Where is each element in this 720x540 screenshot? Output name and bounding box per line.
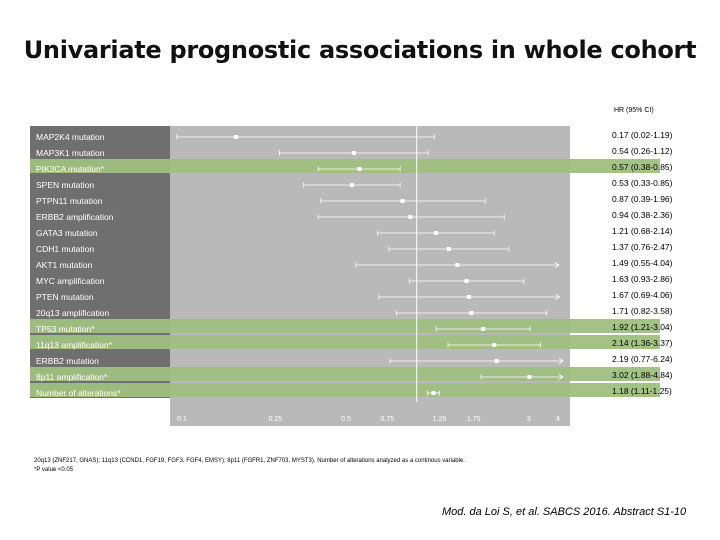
hr-ci-value: 0.53 (0.33-0.85)	[612, 178, 673, 188]
hr-ci-value: 0.17 (0.02-1.19)	[612, 130, 673, 140]
row-label: MYC amplification	[36, 276, 105, 286]
hr-ci-value: 0.87 (0.39-1.96)	[612, 194, 673, 204]
hr-ci-value: 1.49 (0.55-4.04)	[612, 258, 673, 268]
row-label: AKT1 mutation	[36, 260, 93, 270]
hr-point	[432, 391, 436, 395]
hr-ci-value: 1.67 (0.69-4.06)	[612, 290, 673, 300]
hr-point	[455, 263, 459, 267]
significant-row-band	[30, 319, 660, 333]
hr-point	[408, 215, 412, 219]
hr-point	[234, 135, 238, 139]
hr-point	[467, 295, 471, 299]
row-label: ERBB2 amplification	[36, 212, 114, 222]
row-label: PIK3CA mutation*	[36, 164, 105, 174]
hr-point	[527, 375, 531, 379]
row-label: Number of alterations*	[36, 388, 121, 398]
row-label: 11q13 amplification*	[36, 340, 112, 350]
row-label: GATA3 mutation	[36, 228, 98, 238]
hr-point	[495, 359, 499, 363]
row-label: PTPN11 mutation	[36, 196, 103, 206]
significant-row-band	[30, 367, 660, 381]
significant-row-band	[30, 159, 660, 173]
row-label: ERBB2 mutation	[36, 356, 99, 366]
hr-ci-value: 1.92 (1.21-3.04)	[612, 322, 673, 332]
footnote-significance: *P value <0.05	[34, 467, 74, 473]
x-tick-label: 1.75	[466, 416, 481, 423]
row-label: CDH1 mutation	[36, 244, 95, 254]
row-label: 20q13 amplification	[36, 308, 110, 318]
hr-point	[357, 167, 361, 171]
hr-ci-value: 0.57 (0.38-0.85)	[612, 162, 673, 172]
hr-point	[352, 151, 356, 155]
hr-point	[492, 343, 496, 347]
row-label: 8p11 amplification*	[36, 372, 108, 382]
row-label: TP53 mutation*	[36, 324, 95, 334]
page-title: Univariate prognostic associations in whole cohort	[23, 36, 697, 64]
hr-ci-value: 3.02 (1.88-4.84)	[612, 370, 673, 380]
x-tick-label: 1.25	[432, 416, 447, 423]
x-tick-label: 0.25	[268, 416, 283, 423]
hr-point	[481, 327, 485, 331]
hr-point	[434, 231, 438, 235]
citation: Mod. da Loi S, et al. SABCS 2016. Abstract S1-10	[442, 506, 687, 518]
significant-row-band	[30, 335, 660, 349]
hr-point	[401, 199, 405, 203]
hr-point	[447, 247, 451, 251]
x-tick-label: 4	[556, 416, 560, 423]
row-label: PTEN mutation	[36, 292, 94, 302]
significant-row-band	[30, 383, 660, 397]
hr-ci-value: 2.19 (0.77-6.24)	[612, 354, 673, 364]
hr-ci-value: 2.14 (1.36-3.37)	[612, 338, 673, 348]
hr-ci-value: 0.94 (0.38-2.36)	[612, 210, 673, 220]
x-tick-label: 0.75	[380, 416, 395, 423]
hr-ci-value: 0.54 (0.26-1.12)	[612, 146, 673, 156]
hr-point	[350, 183, 354, 187]
hr-ci-value: 1.18 (1.11-1.25)	[612, 386, 672, 396]
hr-point	[469, 311, 473, 315]
x-tick-label: 0.5	[341, 416, 351, 423]
hr-ci-value: 1.37 (0.76-2.47)	[612, 242, 673, 252]
hr-ci-value: 1.71 (0.82-3.58)	[612, 306, 673, 316]
x-tick-label: 3	[526, 416, 531, 423]
row-label: SPEN mutation	[36, 180, 95, 190]
hr-column-header: HR (95% CI)	[614, 107, 654, 114]
row-label: MAP2K4 mutation	[36, 132, 105, 142]
hr-ci-value: 1.21 (0.68-2.14)	[612, 226, 673, 236]
row-label: MAP3K1 mutation	[36, 148, 105, 158]
hr-point	[464, 279, 468, 283]
x-tick-label: 0.1	[177, 416, 187, 423]
footnote-gene-definitions: 20q13 (ZNF217, GNAS); 11q13 (CCND1, FGF19, FGF3, FGF4, EMSY); 8p11 (FGFR1, ZNF703, MYST3). Number of alterations analyzed as a continous variable.	[34, 458, 465, 464]
hr-ci-value: 1.63 (0.93-2.86)	[612, 274, 673, 284]
